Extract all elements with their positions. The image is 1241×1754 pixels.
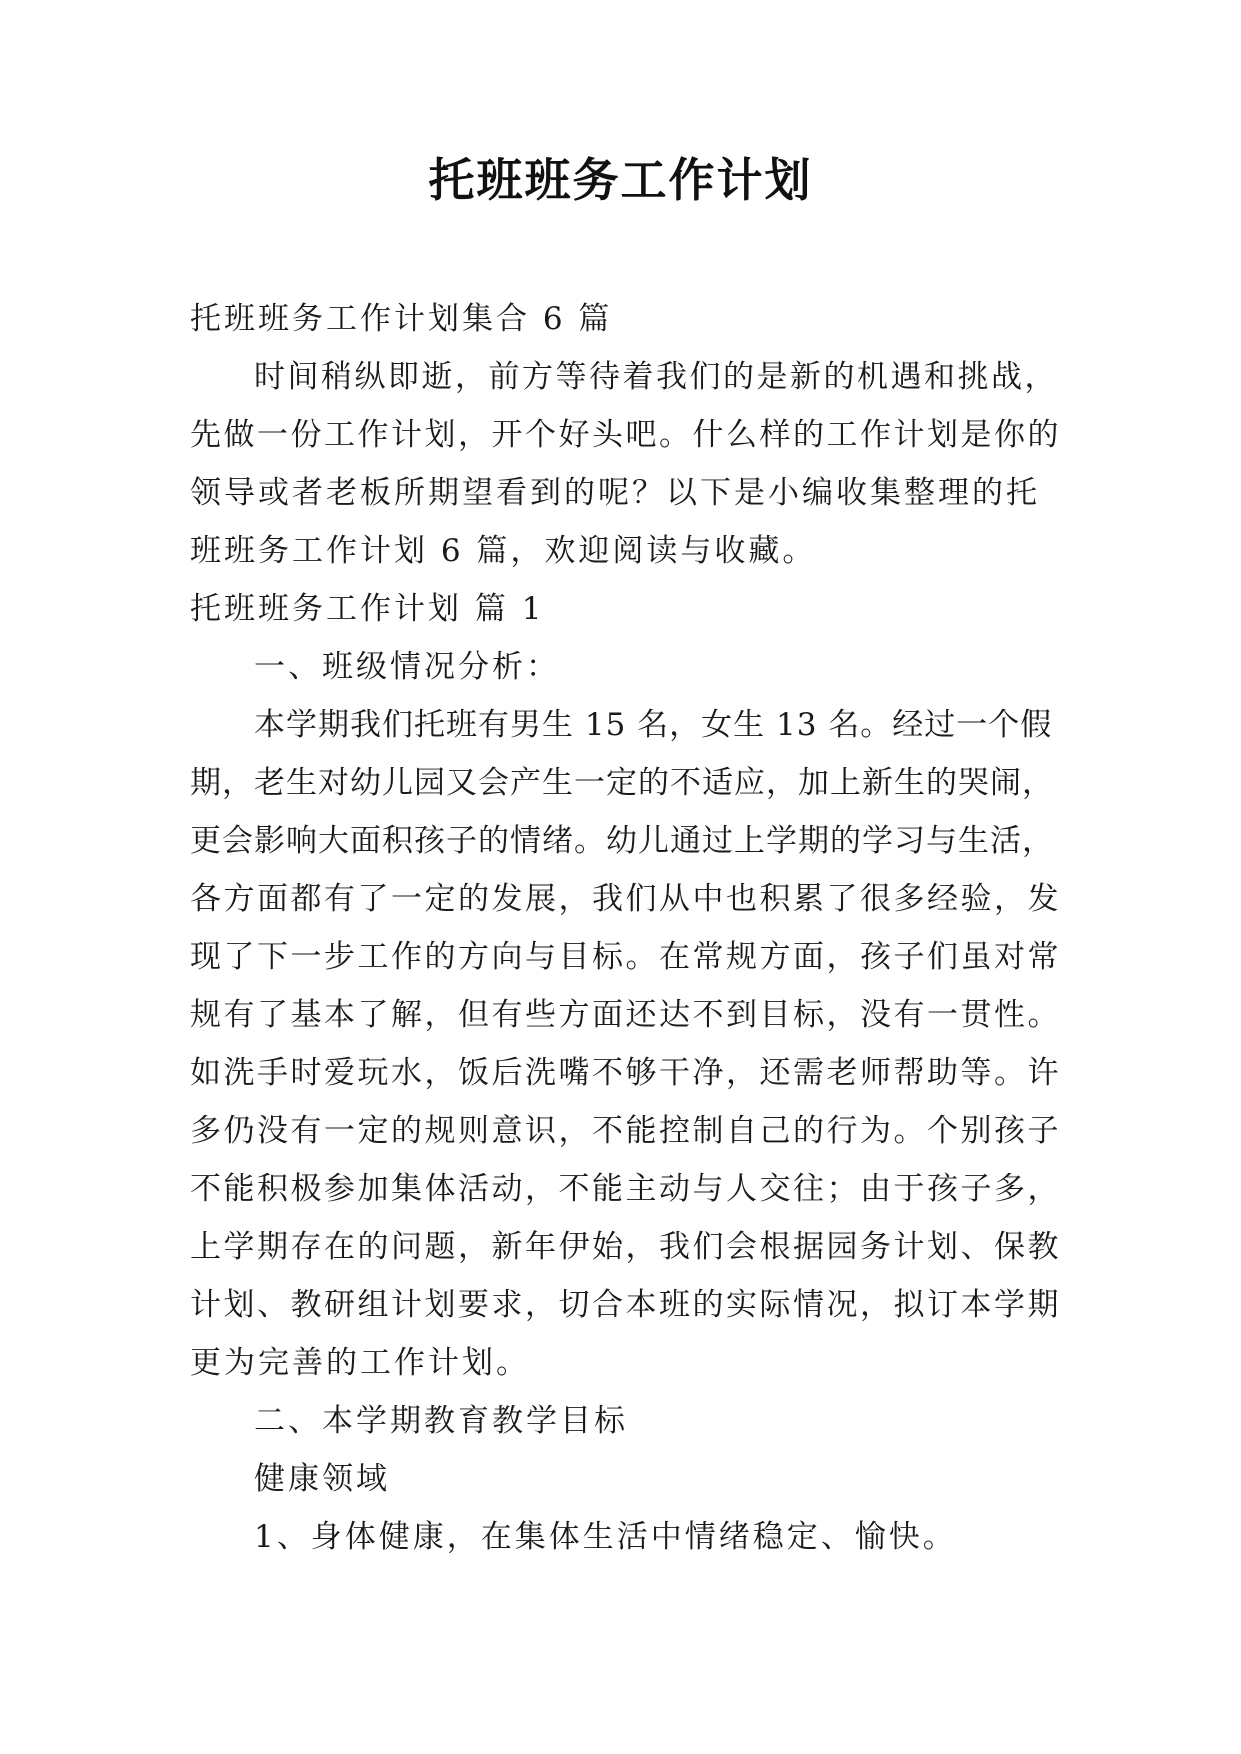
paragraph-line: 多仍没有一定的规则意识，不能控制自己的行为。个别孩子 [190, 1113, 1061, 1149]
document-title: 托班班务工作计划 [428, 153, 813, 207]
paragraph-line: 领导或者老板所期望看到的呢？以下是小编收集整理的托 [190, 475, 1040, 511]
subsection-heading: 二、本学期教育教学目标 [254, 1403, 628, 1439]
subtitle-line: 托班班务工作计划集合 6 篇 [190, 301, 613, 337]
domain-heading: 健康领域 [254, 1461, 390, 1497]
document-body [190, 290, 1060, 1566]
paragraph-line: 现了下一步工作的方向与目标。在常规方面，孩子们虽对常 [190, 939, 1061, 975]
paragraph-line: 不能积极参加集体活动，不能主动与人交往；由于孩子多， [190, 1171, 1061, 1207]
paragraph-line: 更会影响大面积孩子的情绪。幼儿通过上学期的学习与生活， [190, 823, 1054, 859]
section-heading: 托班班务工作计划 篇 1 [190, 591, 545, 627]
paragraph-line: 本学期我们托班有男生 15 名，女生 13 名。经过一个假 [254, 707, 1053, 743]
paragraph-line: 上学期存在的问题，新年伊始，我们会根据园务计划、保教 [190, 1229, 1061, 1265]
paragraph-line: 时间稍纵即逝，前方等待着我们的是新的机遇和挑战， [254, 359, 1058, 395]
paragraph-line: 各方面都有了一定的发展，我们从中也积累了很多经验，发 [190, 881, 1061, 917]
list-item: 1、身体健康，在集体生活中情绪稳定、愉快。 [254, 1519, 957, 1555]
subsection-heading: 一、班级情况分析： [254, 649, 560, 685]
paragraph-line: 先做一份工作计划，开个好头吧。什么样的工作计划是你的 [190, 417, 1061, 453]
paragraph-line: 计划、教研组计划要求，切合本班的实际情况，拟订本学期 [190, 1287, 1061, 1323]
paragraph-line: 更为完善的工作计划。 [190, 1345, 530, 1381]
paragraph-line: 如洗手时爱玩水，饭后洗嘴不够干净，还需老师帮助等。许 [190, 1055, 1061, 1091]
paragraph-line: 班班务工作计划 6 篇，欢迎阅读与收藏。 [190, 533, 817, 569]
paragraph-line: 规有了基本了解，但有些方面还达不到目标，没有一贯性。 [190, 997, 1061, 1033]
paragraph-line: 期，老生对幼儿园又会产生一定的不适应，加上新生的哭闹， [190, 765, 1054, 801]
